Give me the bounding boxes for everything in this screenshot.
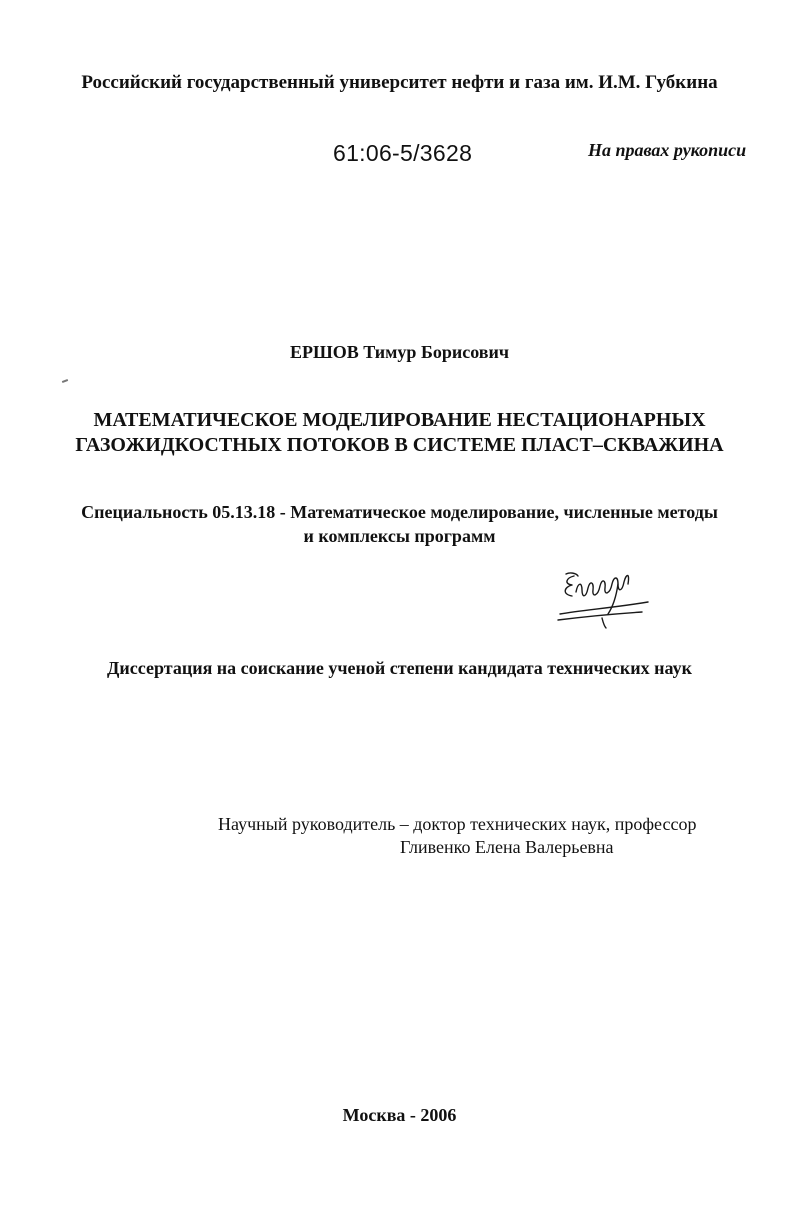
specialty-line-2: и комплексы программ: [303, 526, 496, 546]
dissertation-type: Диссертация на соискание ученой степени кандидата технических наук: [107, 658, 692, 678]
author-signature: [552, 570, 652, 630]
city-year: Москва - 2006: [342, 1105, 457, 1125]
specialty: [0, 500, 799, 548]
supervisor-role: Научный руководитель – доктор технических наук, профессор: [218, 814, 697, 834]
dissertation-title: [0, 408, 799, 458]
scan-artifact: [62, 379, 68, 383]
specialty-line-1: Специальность 05.13.18 - Математическое моделирование, численные методы: [81, 502, 718, 522]
university-name: Российский государственный университет нефти и газа им. И.М. Губкина: [81, 72, 718, 93]
title-line-1: МАТЕМАТИЧЕСКОЕ МОДЕЛИРОВАНИЕ НЕСТАЦИОНАРНЫХ: [93, 409, 706, 431]
archive-code: 61:06-5/3628: [333, 140, 473, 166]
rights-note: На правах рукописи: [588, 140, 747, 160]
title-line-2: ГАЗОЖИДКОСТНЫХ ПОТОКОВ В СИСТЕМЕ ПЛАСТ–СКВАЖИНА: [75, 434, 724, 456]
author-name: ЕРШОВ Тимур Борисович: [289, 342, 510, 362]
supervisor-name: Гливенко Елена Валерьевна: [400, 837, 614, 857]
